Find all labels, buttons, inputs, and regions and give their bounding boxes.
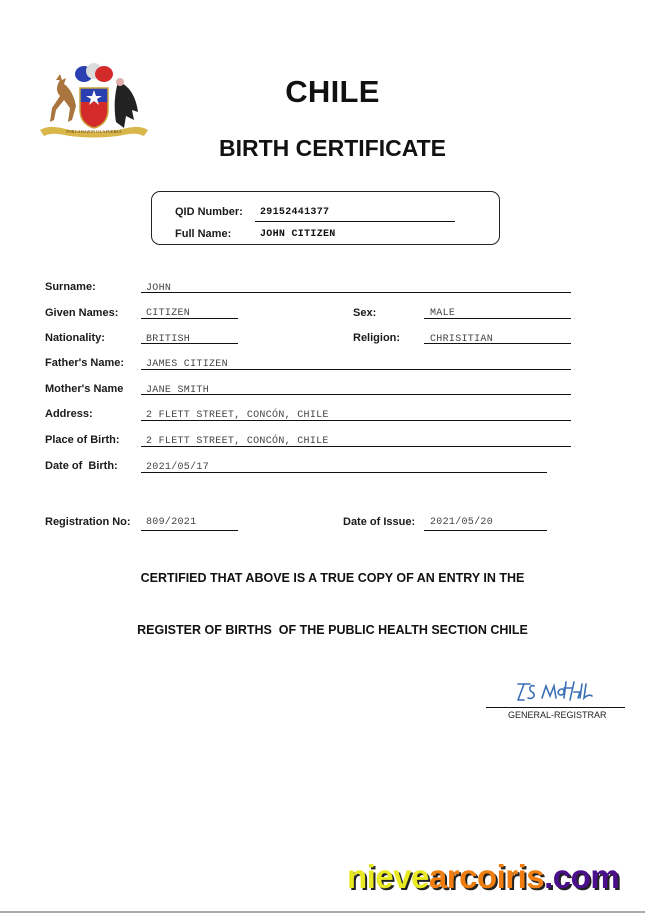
father-name-label: Father's Name: (45, 357, 125, 369)
qid-value: 29152441377 (260, 207, 330, 218)
surname-value: JOHN (146, 283, 172, 294)
certification-line-1: CERTIFIED THAT ABOVE IS A TRUE COPY OF AN ENTRY IN THE (140, 571, 525, 585)
date-of-birth-underline (141, 472, 547, 473)
watermark-part-3: .com (544, 858, 620, 895)
address-underline (141, 420, 571, 421)
watermark-part-2: arcoiris (428, 858, 545, 895)
given-names-value: CITIZEN (146, 308, 191, 319)
religion-value: CHRISITIAN (430, 334, 494, 345)
place-of-birth-underline (141, 446, 571, 447)
certification-line-2: REGISTER OF BIRTHS OF THE PUBLIC HEALTH SECTION CHILE (137, 623, 528, 637)
father-name-value: JAMES CITIZEN (146, 359, 228, 370)
mother-name-label: Mother's Name (45, 383, 124, 395)
sex-label: Sex: (353, 307, 377, 319)
watermark-logo (347, 858, 619, 896)
sex-underline (424, 318, 571, 319)
watermark-part-1: nieve (347, 858, 429, 895)
country-title: CHILE (285, 74, 380, 109)
religion-underline (424, 343, 571, 344)
nationality-value: BRITISH (146, 334, 191, 345)
date-of-issue-label: Date of Issue: (343, 516, 416, 528)
address-label: Address: (45, 408, 93, 420)
signature-scrawl-icon (512, 676, 596, 702)
place-of-birth-label: Place of Birth: (45, 434, 120, 446)
page-bottom-border (0, 911, 645, 913)
nationality-underline (141, 343, 238, 344)
sex-value: MALE (430, 308, 456, 319)
mother-name-underline (141, 394, 571, 395)
date-of-birth-label: Date of Birth: (45, 460, 118, 472)
father-name-underline (141, 369, 571, 370)
fullname-label: Full Name: (175, 228, 232, 240)
document-title: BIRTH CERTIFICATE (218, 135, 446, 161)
mother-name-value: JANE SMITH (146, 385, 210, 396)
qid-underline (255, 221, 455, 222)
nationality-label: Nationality: (45, 332, 105, 344)
qid-label: QID Number: (175, 206, 243, 218)
registration-no-underline (141, 530, 238, 531)
fullname-value: JOHN CITIZEN (260, 229, 336, 240)
svg-text:POR LA RAZON O LA FUERZA: POR LA RAZON O LA FUERZA (66, 129, 122, 134)
given-names-label: Given Names: (45, 307, 119, 319)
signature-line (486, 707, 625, 708)
religion-label: Religion: (353, 332, 401, 344)
registration-no-label: Registration No: (45, 516, 131, 528)
surname-label: Surname: (45, 281, 96, 293)
address-value: 2 FLETT STREET, CONCÓN, CHILE (146, 410, 329, 421)
signatory-title: GENERAL-REGISTRAR (508, 710, 607, 720)
surname-underline (141, 292, 571, 293)
date-of-birth-value: 2021/05/17 (146, 462, 210, 473)
signature (512, 676, 596, 702)
registration-no-value: 809/2021 (146, 517, 197, 528)
place-of-birth-value: 2 FLETT STREET, CONCÓN, CHILE (146, 436, 329, 447)
date-of-issue-underline (424, 530, 547, 531)
date-of-issue-value: 2021/05/20 (430, 517, 494, 528)
given-names-underline (141, 318, 238, 319)
